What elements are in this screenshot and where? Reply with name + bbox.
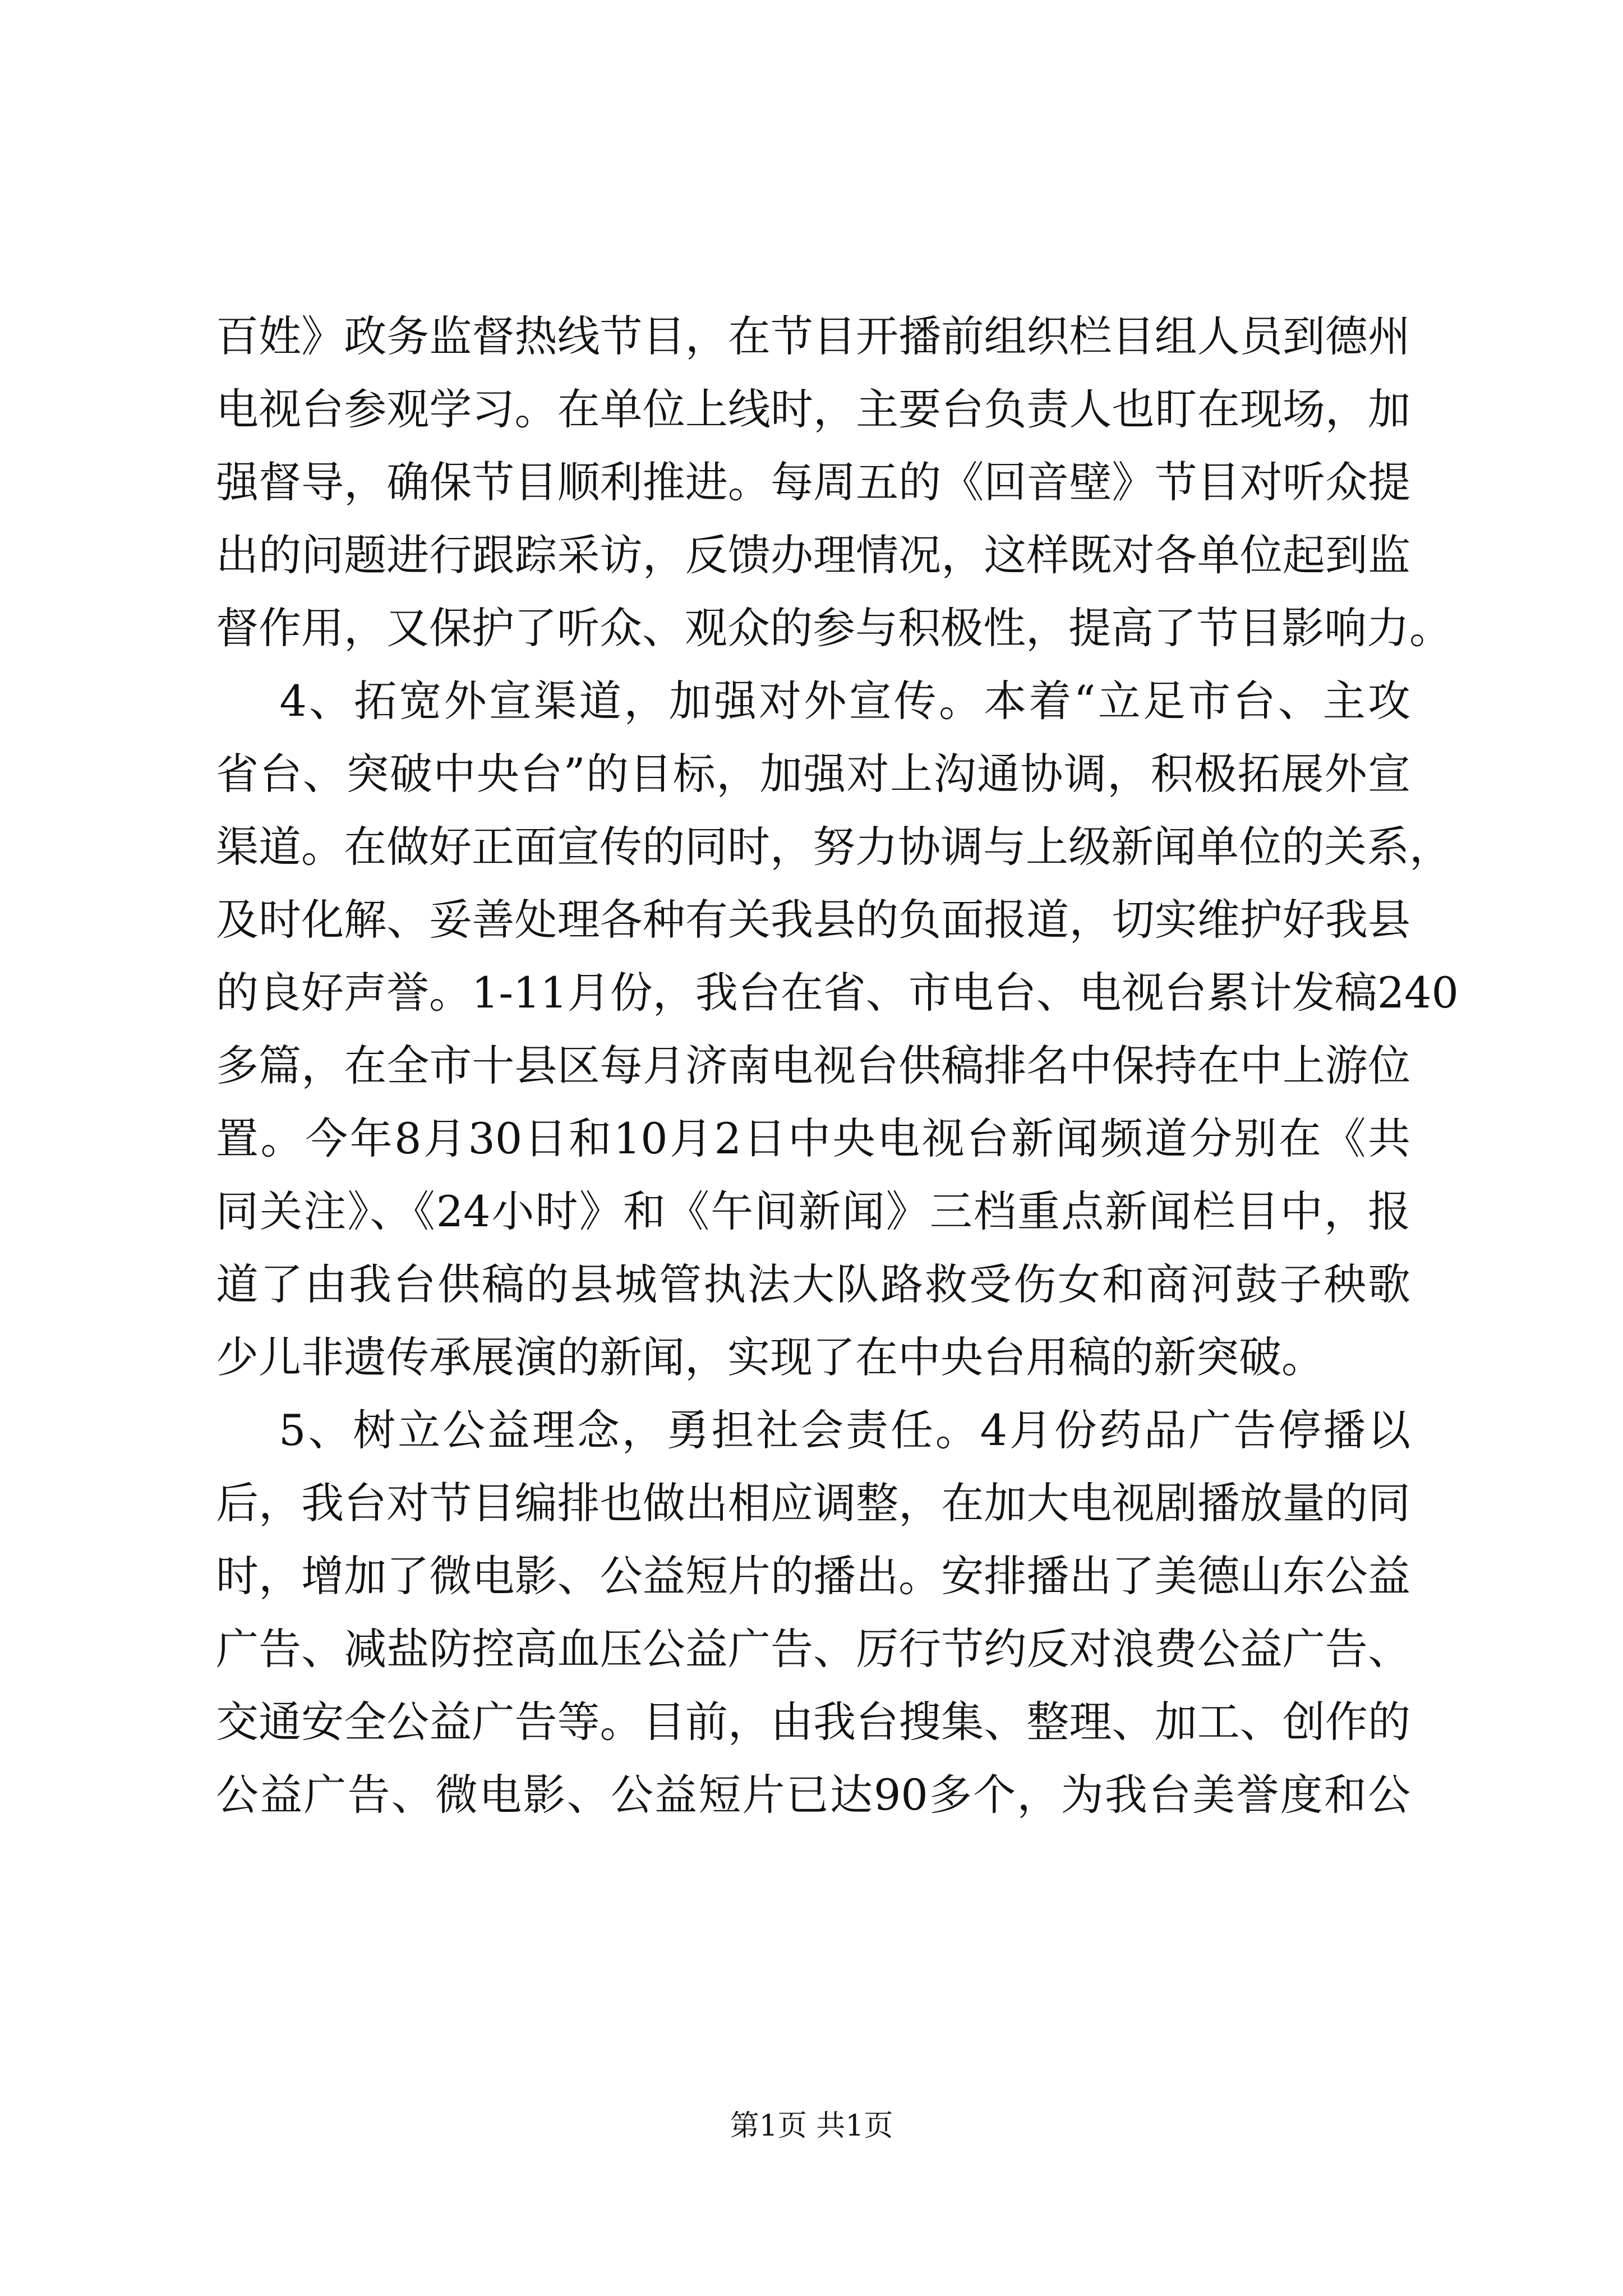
text-line: 少儿非遗传承展演的新闻，实现了在中央台用稿的新突破。 <box>216 1332 1324 1382</box>
text-line: 省台、突破中央台”的目标，加强对上沟通协调，积极拓展外宣 <box>216 749 1410 799</box>
paragraph-4-heading-line: 4、拓宽外宣渠道，加强对外宣传。本着“立足市台、主攻 <box>216 676 1410 726</box>
text-line: 公益广告、微电影、公益短片已达90多个，为我台美誉度和公 <box>216 1770 1410 1820</box>
text-line: 置。今年8月30日和10月2日中央电视台新闻频道分别在《共 <box>216 1114 1410 1163</box>
text-line: 百姓》政务监督热线节目，在节目开播前组织栏目组人员到德州 <box>216 311 1410 361</box>
text-line: 后，我台对节目编排也做出相应调整，在加大电视剧播放量的同 <box>216 1478 1410 1528</box>
text-line: 的良好声誉。1-11月份，我台在省、市电台、电视台累计发稿240 <box>216 968 1459 1018</box>
text-line: 多篇，在全市十县区每月济南电视台供稿排名中保持在中上游位 <box>216 1041 1410 1091</box>
paragraph-5-heading-line: 5、树立公益理念，勇担社会责任。4月份药品广告停播以 <box>216 1405 1410 1455</box>
page-footer: 第1页 共1页 <box>730 2109 893 2143</box>
text-line: 及时化解、妥善处理各种有关我县的负面报道，切实维护好我县 <box>216 895 1410 945</box>
text-line: 道了由我台供稿的县城管执法大队路救受伤女和商河鼓子秧歌 <box>216 1259 1410 1309</box>
text-line: 渠道。在做好正面宣传的同时，努力协调与上级新闻单位的关系， <box>216 822 1452 872</box>
text-line: 出的问题进行跟踪采访，反馈办理情况，这样既对各单位起到监 <box>216 530 1410 580</box>
text-line: 时，增加了微电影、公益短片的播出。安排播出了美德山东公益 <box>216 1551 1410 1601</box>
text-line: 督作用，又保护了听众、观众的参与积极性，提高了节目影响力。 <box>216 603 1452 653</box>
text-line: 电视台参观学习。在单位上线时，主要台负责人也盯在现场，加 <box>216 384 1410 434</box>
text-line: 广告、减盐防控高血压公益广告、厉行节约反对浪费公益广告、 <box>216 1624 1410 1674</box>
text-line: 同关注》、《24小时》和《午间新闻》三档重点新闻栏目中，报 <box>216 1186 1410 1236</box>
text-line: 强督导，确保节目顺利推进。每周五的《回音壁》节目对听众提 <box>216 457 1410 507</box>
text-line: 交通安全公益广告等。目前，由我台搜集、整理、加工、创作的 <box>216 1697 1410 1747</box>
